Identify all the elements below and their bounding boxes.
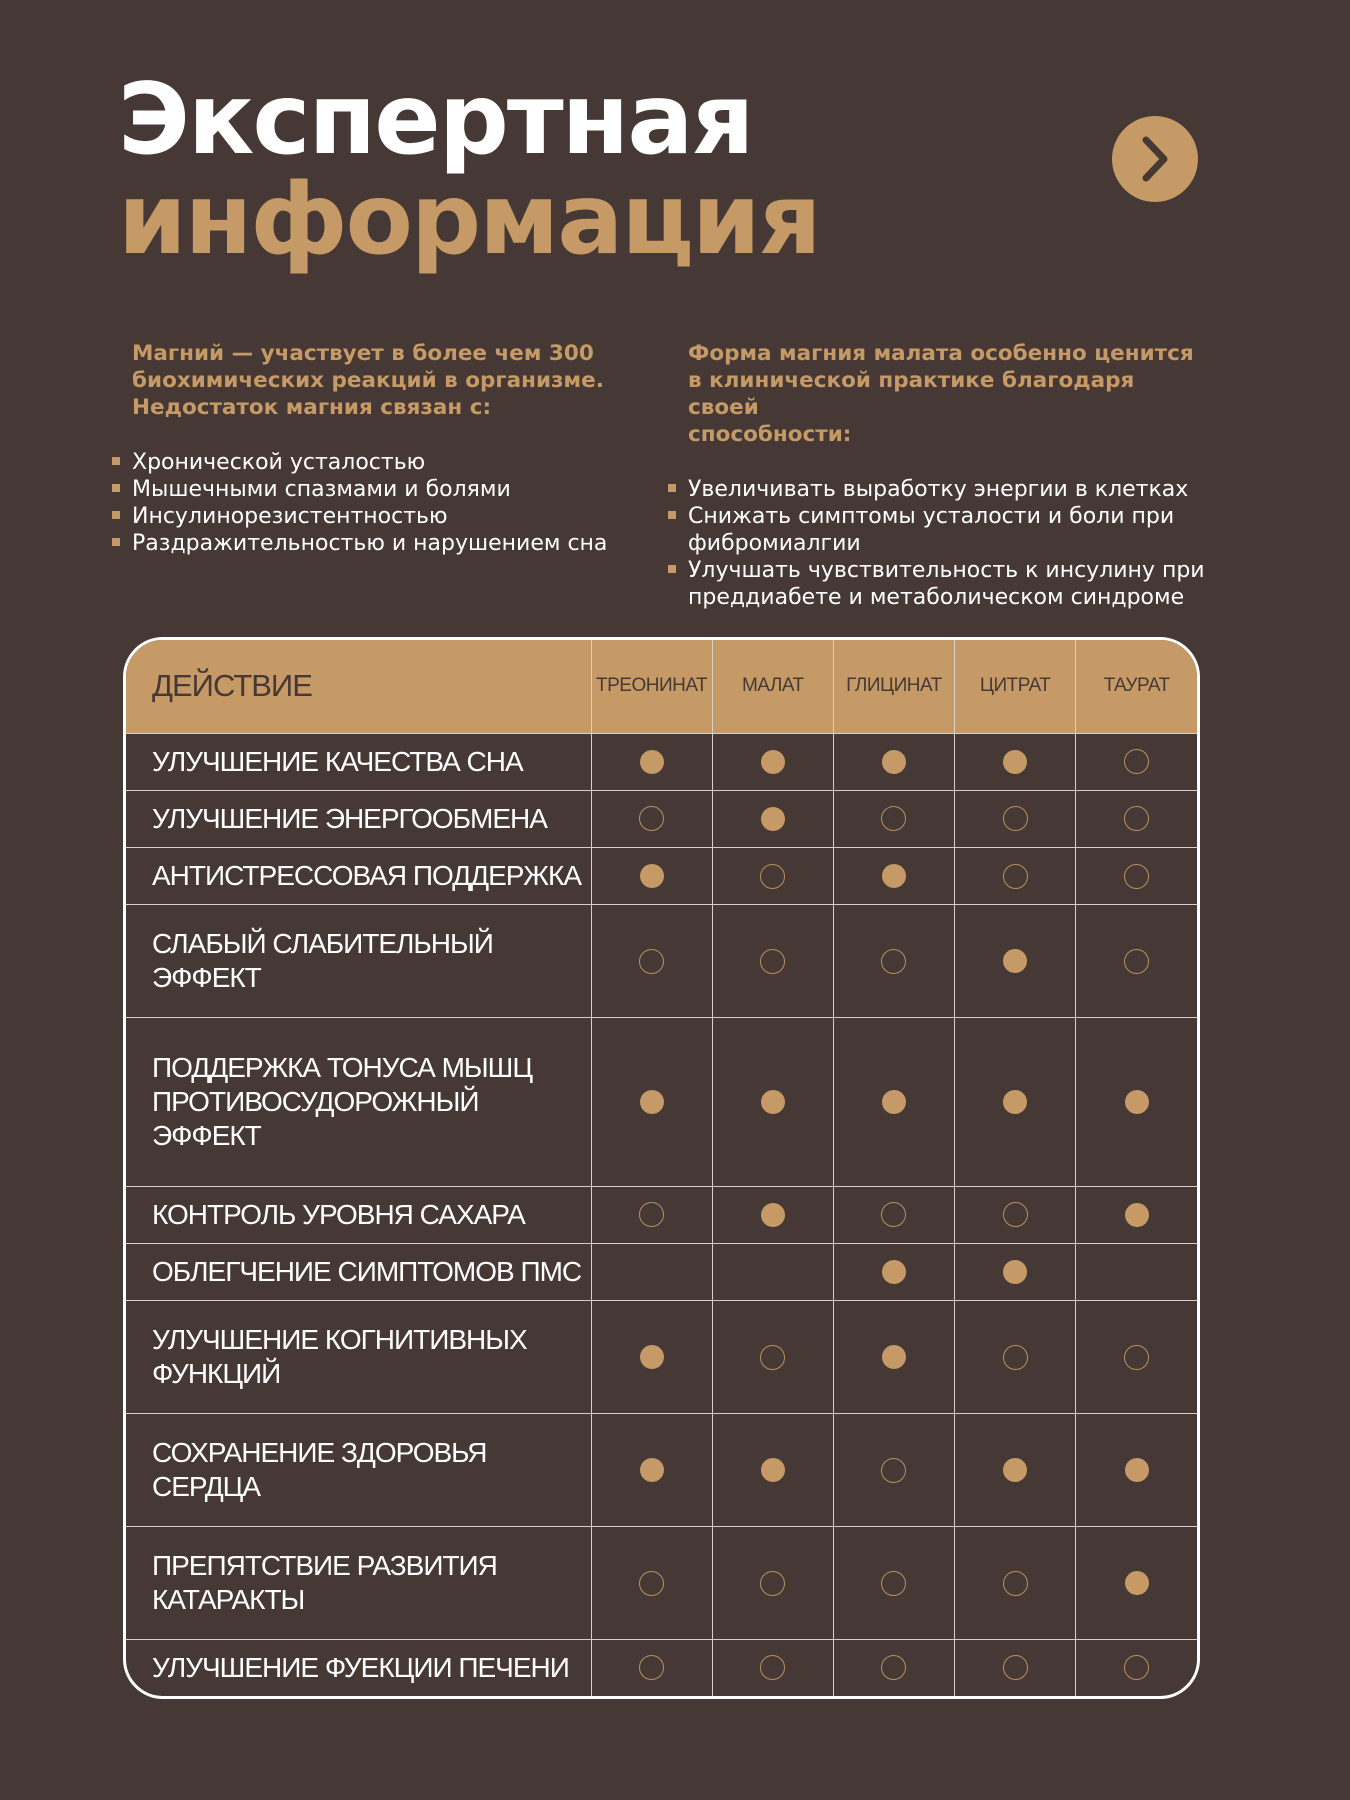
mark-cell <box>591 790 712 847</box>
filled-circle-icon <box>1125 1458 1149 1482</box>
empty-circle-icon <box>1124 1345 1149 1370</box>
filled-circle-icon <box>1003 750 1027 774</box>
filled-circle-icon <box>1125 1571 1149 1595</box>
action-label: СЛАБЫЙ СЛАБИТЕЛЬНЫЙ ЭФФЕКТ <box>126 905 591 1018</box>
filled-circle-icon <box>640 1090 664 1114</box>
mark-cell <box>712 733 833 790</box>
filled-circle-icon <box>640 1345 664 1369</box>
empty-circle-icon <box>1003 1571 1028 1596</box>
mark-cell <box>712 1414 833 1527</box>
form-header-citrate: ЦИТРАТ <box>955 640 1076 733</box>
mark-cell <box>712 848 833 905</box>
mark-cell <box>833 733 954 790</box>
list-item: Раздражительностью и нарушением сна <box>112 530 652 557</box>
action-label: ОБЛЕГЧЕНИЕ СИМПТОМОВ ПМС <box>126 1244 591 1301</box>
mark-cell <box>1076 1244 1197 1301</box>
empty-circle-icon <box>1124 1655 1149 1680</box>
empty-circle-icon <box>881 1571 906 1596</box>
filled-circle-icon <box>1003 949 1027 973</box>
table-row <box>126 905 1197 1018</box>
mark-cell <box>833 1414 954 1527</box>
action-label: УЛУЧШЕНИЕ ЭНЕРГООБМЕНА <box>126 790 591 847</box>
left-info-column <box>112 340 652 557</box>
mark-cell <box>955 1414 1076 1527</box>
empty-circle-icon <box>881 806 906 831</box>
mark-cell <box>833 1527 954 1640</box>
action-label: ПРЕПЯТСТВИЕ РАЗВИТИЯ КАТАРАКТЫ <box>126 1527 591 1640</box>
action-label: АНТИСТРЕССОВАЯ ПОДДЕРЖКА <box>126 848 591 905</box>
empty-circle-icon <box>760 1345 785 1370</box>
table-row <box>126 1301 1197 1414</box>
mark-cell <box>955 1244 1076 1301</box>
mark-cell <box>591 1527 712 1640</box>
page-title <box>118 63 820 277</box>
empty-circle-icon <box>639 806 664 831</box>
mark-cell <box>591 848 712 905</box>
mark-cell <box>1076 1018 1197 1187</box>
mark-cell <box>955 733 1076 790</box>
mark-cell <box>955 1301 1076 1414</box>
filled-circle-icon <box>640 864 664 888</box>
filled-circle-icon <box>882 1090 906 1114</box>
empty-circle-icon <box>760 864 785 889</box>
empty-circle-icon <box>1003 1345 1028 1370</box>
list-item: Снижать симптомы усталости и боли при фибромиалгии <box>668 503 1208 557</box>
mark-cell <box>1076 790 1197 847</box>
mark-cell <box>833 790 954 847</box>
form-header-malate: МАЛАТ <box>712 640 833 733</box>
list-item: Инсулинорезистентностью <box>112 503 652 530</box>
mark-cell <box>955 1186 1076 1243</box>
mark-cell <box>591 733 712 790</box>
filled-circle-icon <box>1125 1090 1149 1114</box>
mark-cell <box>833 848 954 905</box>
filled-circle-icon <box>1003 1260 1027 1284</box>
empty-circle-icon <box>639 1655 664 1680</box>
mark-cell <box>1076 1301 1197 1414</box>
table-header-row <box>126 640 1197 733</box>
mark-cell <box>955 848 1076 905</box>
empty-circle-icon <box>760 1655 785 1680</box>
filled-circle-icon <box>1003 1458 1027 1482</box>
filled-circle-icon <box>761 1458 785 1482</box>
empty-circle-icon <box>1124 949 1149 974</box>
mark-cell <box>712 1639 833 1696</box>
mark-cell <box>591 905 712 1018</box>
action-label: УЛУЧШЕНИЕ КАЧЕСТВА СНА <box>126 733 591 790</box>
mark-cell <box>833 1244 954 1301</box>
filled-circle-icon <box>882 1345 906 1369</box>
empty-circle-icon <box>881 1655 906 1680</box>
empty-circle-icon <box>760 1571 785 1596</box>
next-button[interactable] <box>1112 116 1198 202</box>
mark-cell <box>833 905 954 1018</box>
table-row <box>126 1244 1197 1301</box>
left-intro-text: Магний — участвует в более чем 300 биохимических реакций в организме. Недостаток магния связан с: <box>132 341 604 420</box>
mark-cell <box>591 1414 712 1527</box>
filled-circle-icon <box>882 750 906 774</box>
mark-cell <box>955 1018 1076 1187</box>
filled-circle-icon <box>761 750 785 774</box>
filled-circle-icon <box>761 807 785 831</box>
list-item: Улучшать чувствительность к инсулину при преддиабете и метаболическом синдроме <box>668 557 1208 611</box>
mark-cell <box>1076 733 1197 790</box>
empty-circle-icon <box>1003 864 1028 889</box>
list-item: Хронической усталостью <box>112 449 652 476</box>
table-row <box>126 848 1197 905</box>
table-row <box>126 733 1197 790</box>
mark-cell <box>712 1018 833 1187</box>
empty-circle-icon <box>1124 749 1149 774</box>
action-label: ПОДДЕРЖКА ТОНУСА МЫШЦ ПРОТИВОСУДОРОЖНЫЙ ЭФФЕКТ <box>126 1018 591 1187</box>
mark-cell <box>1076 1414 1197 1527</box>
action-label: УЛУЧШЕНИЕ ФУЕКЦИИ ПЕЧЕНИ <box>126 1639 591 1696</box>
filled-circle-icon <box>640 750 664 774</box>
filled-circle-icon <box>882 1260 906 1284</box>
mark-cell <box>591 1639 712 1696</box>
filled-circle-icon <box>1125 1203 1149 1227</box>
right-intro-text: Форма магния малата особенно ценится в клинической практике благодаря своей способности: <box>688 341 1194 447</box>
mark-cell <box>712 1244 833 1301</box>
filled-circle-icon <box>761 1090 785 1114</box>
filled-circle-icon <box>640 1458 664 1482</box>
table-row <box>126 790 1197 847</box>
mark-cell <box>955 1639 1076 1696</box>
mark-cell <box>1076 905 1197 1018</box>
right-bullet-list <box>668 476 1208 611</box>
empty-circle-icon <box>639 1571 664 1596</box>
list-item: Увеличивать выработку энергии в клетках <box>668 476 1208 503</box>
filled-circle-icon <box>882 864 906 888</box>
mark-cell <box>712 1527 833 1640</box>
form-header-threonate: ТРЕОНИНАТ <box>591 640 712 733</box>
empty-circle-icon <box>639 949 664 974</box>
empty-circle-icon <box>1003 1202 1028 1227</box>
right-info-column <box>668 340 1208 611</box>
title-line-1: Экспертная <box>118 63 753 177</box>
table-row <box>126 1527 1197 1640</box>
mark-cell <box>833 1301 954 1414</box>
empty-circle-icon <box>1003 1655 1028 1680</box>
comparison-table <box>123 637 1200 1699</box>
empty-circle-icon <box>760 949 785 974</box>
mark-cell <box>591 1018 712 1187</box>
chevron-right-icon <box>1112 116 1198 202</box>
empty-circle-icon <box>639 1202 664 1227</box>
mark-cell <box>955 790 1076 847</box>
mark-cell <box>591 1301 712 1414</box>
table-row <box>126 1018 1197 1187</box>
action-column-header: ДЕЙСТВИЕ <box>126 640 591 733</box>
empty-circle-icon <box>1003 806 1028 831</box>
table-row <box>126 1186 1197 1243</box>
mark-cell <box>1076 1639 1197 1696</box>
left-bullet-list <box>112 449 652 557</box>
table-row <box>126 1639 1197 1696</box>
mark-cell <box>712 905 833 1018</box>
empty-circle-icon <box>1124 806 1149 831</box>
mark-cell <box>591 1186 712 1243</box>
form-header-taurate: ТАУРАТ <box>1076 640 1197 733</box>
mark-cell <box>712 1301 833 1414</box>
action-label: УЛУЧШЕНИЕ КОГНИТИВНЫХ ФУНКЦИЙ <box>126 1301 591 1414</box>
mark-cell <box>833 1186 954 1243</box>
mark-cell <box>955 1527 1076 1640</box>
empty-circle-icon <box>881 1458 906 1483</box>
mark-cell <box>1076 1186 1197 1243</box>
action-label: КОНТРОЛЬ УРОВНЯ САХАРА <box>126 1186 591 1243</box>
mark-cell <box>712 790 833 847</box>
table-row <box>126 1414 1197 1527</box>
mark-cell <box>1076 1527 1197 1640</box>
title-line-2: информация <box>118 163 820 277</box>
mark-cell <box>1076 848 1197 905</box>
mark-cell <box>955 905 1076 1018</box>
mark-cell <box>591 1244 712 1301</box>
empty-circle-icon <box>881 1202 906 1227</box>
list-item: Мышечными спазмами и болями <box>112 476 652 503</box>
mark-cell <box>833 1639 954 1696</box>
filled-circle-icon <box>1003 1090 1027 1114</box>
form-header-glycinate: ГЛИЦИНАТ <box>833 640 954 733</box>
mark-cell <box>833 1018 954 1187</box>
filled-circle-icon <box>761 1203 785 1227</box>
empty-circle-icon <box>881 949 906 974</box>
empty-circle-icon <box>1124 864 1149 889</box>
mark-cell <box>712 1186 833 1243</box>
action-label: СОХРАНЕНИЕ ЗДОРОВЬЯ СЕРДЦА <box>126 1414 591 1527</box>
